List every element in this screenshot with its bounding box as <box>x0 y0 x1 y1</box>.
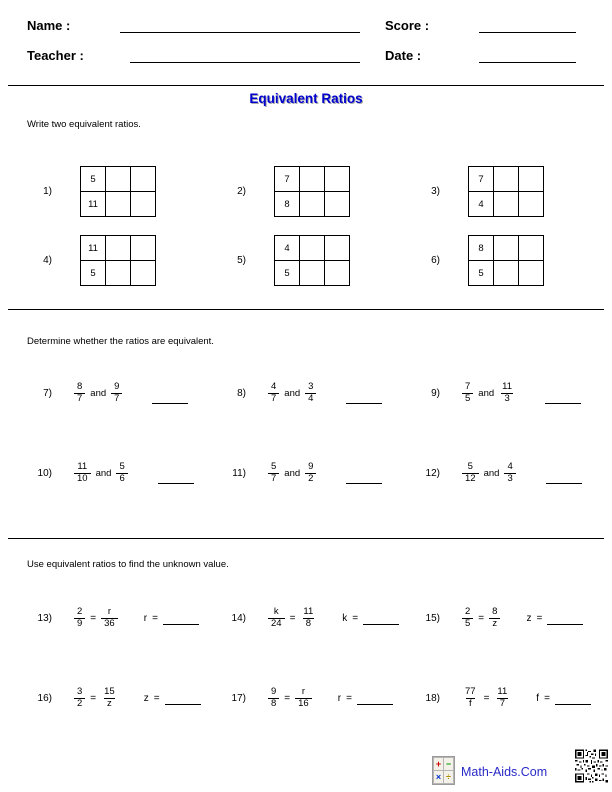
problem-number: 6) <box>431 255 440 266</box>
fraction-numerator: r <box>107 606 112 617</box>
section3-row2 <box>0 687 612 717</box>
and-text: and <box>90 387 107 399</box>
problem-number: 8) <box>237 387 246 399</box>
problem-16 <box>30 687 201 710</box>
name-label: Name : <box>27 18 71 33</box>
section1-instruction: Write two equivalent ratios. <box>27 119 141 130</box>
and-text: and <box>483 467 500 479</box>
plus-icon: + <box>435 759 442 769</box>
section2-row1 <box>0 382 612 412</box>
problem-15 <box>418 607 583 630</box>
teacher-line[interactable] <box>130 62 360 63</box>
problem-14 <box>224 607 399 630</box>
section2-instruction: Determine whether the ratios are equivalent. <box>27 336 214 347</box>
fraction <box>305 462 316 485</box>
problem-number: 14) <box>231 612 246 624</box>
answer-blank[interactable] <box>547 624 583 625</box>
ratio-table <box>468 166 544 217</box>
problem-number: 4) <box>43 255 52 266</box>
equals-sign: = <box>536 612 543 624</box>
and-text: and <box>284 467 301 479</box>
answer-blank[interactable] <box>152 403 188 404</box>
ratio-answer-cell[interactable] <box>300 167 325 192</box>
ratio-given-cell: 4 <box>469 192 494 217</box>
ratio-given-cell: 11 <box>81 192 106 217</box>
ratio-answer-cell[interactable] <box>519 192 544 217</box>
fraction <box>462 687 479 710</box>
date-label: Date : <box>385 48 422 63</box>
ratio-answer-cell[interactable] <box>106 167 131 192</box>
fraction <box>74 462 91 485</box>
fraction-denominator: 4 <box>305 393 316 405</box>
problem-number: 9) <box>431 387 440 399</box>
fraction <box>111 382 122 405</box>
fraction-denominator: z <box>104 698 115 710</box>
fraction <box>268 607 285 630</box>
ratio-answer-cell[interactable] <box>106 261 131 286</box>
answer-blank[interactable] <box>346 403 382 404</box>
divide-icon: ÷ <box>444 771 453 783</box>
fraction-numerator: 15 <box>104 686 115 697</box>
fraction <box>74 687 85 710</box>
answer-blank[interactable] <box>555 704 591 705</box>
equals-sign: = <box>90 612 97 624</box>
ratio-table <box>80 166 156 217</box>
fraction-denominator: 5 <box>462 618 473 630</box>
ratio-given-cell: 8 <box>275 192 300 217</box>
ratio-given-cell: 11 <box>81 236 106 261</box>
section-divider <box>8 538 604 539</box>
problem-5 <box>224 235 350 286</box>
ratio-answer-cell[interactable] <box>494 192 519 217</box>
fraction <box>504 462 515 485</box>
equals-sign: = <box>346 692 352 704</box>
equals-sign: = <box>478 612 485 624</box>
fraction <box>295 687 312 710</box>
answer-blank[interactable] <box>158 483 194 484</box>
equals-sign: = <box>90 692 97 704</box>
fraction <box>268 462 279 485</box>
problem-6 <box>418 235 544 286</box>
fraction-denominator: 3 <box>501 393 512 405</box>
ratio-answer-cell[interactable] <box>325 261 350 286</box>
fraction-denominator: 36 <box>101 618 118 630</box>
fraction <box>499 382 515 405</box>
score-label: Score : <box>385 18 430 33</box>
equals-sign: = <box>289 612 296 624</box>
ratio-answer-cell[interactable] <box>519 236 544 261</box>
ratio-answer-cell[interactable] <box>300 261 325 286</box>
fraction-numerator: 11 <box>303 606 314 617</box>
fraction <box>101 607 118 630</box>
fraction-denominator: 7 <box>111 393 122 405</box>
ratio-table <box>80 235 156 286</box>
fraction-denominator: 8 <box>268 698 279 710</box>
fraction-denominator: 7 <box>497 698 508 710</box>
ratio-given-cell: 7 <box>275 167 300 192</box>
problem-8 <box>224 382 382 405</box>
fraction-denominator: 3 <box>504 473 515 485</box>
variable-label: z <box>526 612 532 624</box>
variable-label: z <box>143 692 149 704</box>
ratio-answer-cell[interactable] <box>519 167 544 192</box>
equals-sign: = <box>152 612 158 624</box>
problem-number: 13) <box>37 612 52 624</box>
fraction-numerator: 77 <box>465 686 476 697</box>
variable-label: k <box>342 612 348 624</box>
fraction-numerator: 9 <box>308 461 314 472</box>
fraction-numerator: 11 <box>77 461 88 472</box>
problem-number: 3) <box>431 186 440 197</box>
teacher-label: Teacher : <box>27 48 84 63</box>
section-divider <box>8 309 604 310</box>
ratio-answer-cell[interactable] <box>131 192 156 217</box>
problem-number: 10) <box>37 467 52 479</box>
answer-blank[interactable] <box>545 403 581 404</box>
and-text: and <box>284 387 301 399</box>
fraction-numerator: r <box>301 686 306 697</box>
ratio-answer-cell[interactable] <box>131 261 156 286</box>
ratio-answer-cell[interactable] <box>131 236 156 261</box>
ratio-table <box>274 235 350 286</box>
fraction-numerator: 11 <box>497 686 508 697</box>
ratio-table <box>468 235 544 286</box>
fraction-numerator: 3 <box>308 381 314 392</box>
equals-sign: = <box>483 692 490 704</box>
problem-number: 11) <box>232 467 246 479</box>
fraction <box>74 607 85 630</box>
fraction-numerator: 8 <box>77 381 83 392</box>
section2-row2 <box>0 462 612 492</box>
problem-number: 5) <box>237 255 246 266</box>
problem-number: 7) <box>43 387 52 399</box>
score-line[interactable] <box>479 32 576 33</box>
equals-sign: = <box>153 692 160 704</box>
fraction <box>74 382 85 405</box>
minus-icon: − <box>445 759 452 769</box>
ratio-given-cell: 8 <box>469 236 494 261</box>
ratio-table <box>274 166 350 217</box>
problem-18 <box>418 687 591 710</box>
fraction <box>462 607 473 630</box>
fraction-denominator: 2 <box>305 473 316 485</box>
fraction-denominator: 7 <box>268 473 279 485</box>
section1-row1 <box>0 166 612 218</box>
ratio-answer-cell[interactable] <box>106 236 131 261</box>
variable-label: r <box>337 692 342 704</box>
fraction-denominator: 8 <box>303 618 314 630</box>
page-title: Equivalent Ratios <box>249 91 363 106</box>
fraction-denominator: 10 <box>74 473 91 485</box>
fraction-denominator: 12 <box>462 473 479 485</box>
problem-3 <box>418 166 544 217</box>
fraction <box>116 462 127 485</box>
ratio-given-cell: 4 <box>275 236 300 261</box>
fraction <box>268 687 279 710</box>
ratio-answer-cell[interactable] <box>325 167 350 192</box>
problem-7 <box>30 382 188 405</box>
problem-11 <box>224 462 382 485</box>
fraction-denominator: 5 <box>462 393 473 405</box>
fraction-denominator: 6 <box>116 473 127 485</box>
answer-blank[interactable] <box>546 483 582 484</box>
problem-13 <box>30 607 199 630</box>
fraction-numerator: 5 <box>119 461 125 472</box>
problem-4 <box>30 235 156 286</box>
fraction-denominator: 7 <box>74 393 85 405</box>
answer-blank[interactable] <box>163 624 199 625</box>
equals-sign: = <box>284 692 291 704</box>
ratio-answer-cell[interactable] <box>131 167 156 192</box>
qr-code <box>575 749 608 783</box>
problem-number: 2) <box>237 186 246 197</box>
fraction <box>462 382 473 405</box>
variable-label: f <box>536 692 540 704</box>
and-text: and <box>478 387 495 399</box>
ratio-answer-cell[interactable] <box>106 192 131 217</box>
fraction <box>462 462 479 485</box>
header-divider <box>8 85 604 86</box>
fraction-numerator: 5 <box>271 461 277 472</box>
section3-row1 <box>0 607 612 637</box>
variable-label: r <box>143 612 148 624</box>
fraction-numerator: 9 <box>271 686 277 697</box>
multiply-icon: × <box>435 772 442 782</box>
ratio-answer-cell[interactable] <box>494 261 519 286</box>
ratio-answer-cell[interactable] <box>300 236 325 261</box>
answer-blank[interactable] <box>363 624 399 625</box>
fraction-denominator: 9 <box>74 618 85 630</box>
math-symbols-logo-icon <box>432 756 455 785</box>
ratio-given-cell: 5 <box>275 261 300 286</box>
fraction-numerator: 11 <box>502 381 513 392</box>
fraction-denominator: 24 <box>268 618 285 630</box>
problem-number: 12) <box>425 467 440 479</box>
problem-2 <box>224 166 350 217</box>
problem-12 <box>418 462 582 485</box>
fraction <box>101 687 118 710</box>
fraction-numerator: 9 <box>114 381 120 392</box>
fraction-denominator: 16 <box>295 698 312 710</box>
equals-sign: = <box>544 692 550 704</box>
fraction <box>300 607 316 630</box>
fraction-numerator: 4 <box>507 461 513 472</box>
ratio-answer-cell[interactable] <box>494 236 519 261</box>
name-line[interactable] <box>120 32 360 33</box>
problem-number: 1) <box>43 186 52 197</box>
and-text: and <box>95 467 112 479</box>
answer-blank[interactable] <box>165 704 201 705</box>
problem-number: 17) <box>231 692 246 704</box>
fraction <box>305 382 316 405</box>
answer-blank[interactable] <box>357 704 393 705</box>
fraction-denominator: 2 <box>74 698 85 710</box>
equals-sign: = <box>352 612 359 624</box>
ratio-answer-cell[interactable] <box>325 192 350 217</box>
problem-number: 16) <box>37 692 52 704</box>
fraction-denominator: f <box>466 698 475 710</box>
ratio-given-cell: 5 <box>81 167 106 192</box>
fraction-numerator: 7 <box>465 381 471 392</box>
answer-blank[interactable] <box>346 483 382 484</box>
ratio-answer-cell[interactable] <box>325 236 350 261</box>
date-line[interactable] <box>479 62 576 63</box>
problem-1 <box>30 166 156 217</box>
ratio-answer-cell[interactable] <box>494 167 519 192</box>
section1-row2 <box>0 235 612 287</box>
fraction-numerator: 8 <box>492 606 498 617</box>
ratio-answer-cell[interactable] <box>300 192 325 217</box>
problem-number: 15) <box>425 612 440 624</box>
problem-10 <box>30 462 194 485</box>
fraction-numerator: 3 <box>77 686 83 697</box>
fraction-numerator: 4 <box>271 381 277 392</box>
fraction-numerator: 2 <box>465 606 471 617</box>
ratio-given-cell: 7 <box>469 167 494 192</box>
problem-9 <box>418 382 581 405</box>
problem-number: 18) <box>425 692 440 704</box>
ratio-given-cell: 5 <box>469 261 494 286</box>
section3-instruction: Use equivalent ratios to find the unknown value. <box>27 559 229 570</box>
fraction <box>489 607 500 630</box>
fraction-numerator: 5 <box>467 461 473 472</box>
fraction-numerator: 2 <box>77 606 83 617</box>
fraction <box>268 382 279 405</box>
fraction-denominator: 7 <box>268 393 279 405</box>
brand-text[interactable]: Math-Aids.Com <box>461 765 548 779</box>
fraction <box>494 687 510 710</box>
ratio-given-cell: 5 <box>81 261 106 286</box>
ratio-answer-cell[interactable] <box>519 261 544 286</box>
fraction-numerator: k <box>273 606 279 617</box>
problem-17 <box>224 687 393 710</box>
fraction-denominator: z <box>489 618 500 630</box>
